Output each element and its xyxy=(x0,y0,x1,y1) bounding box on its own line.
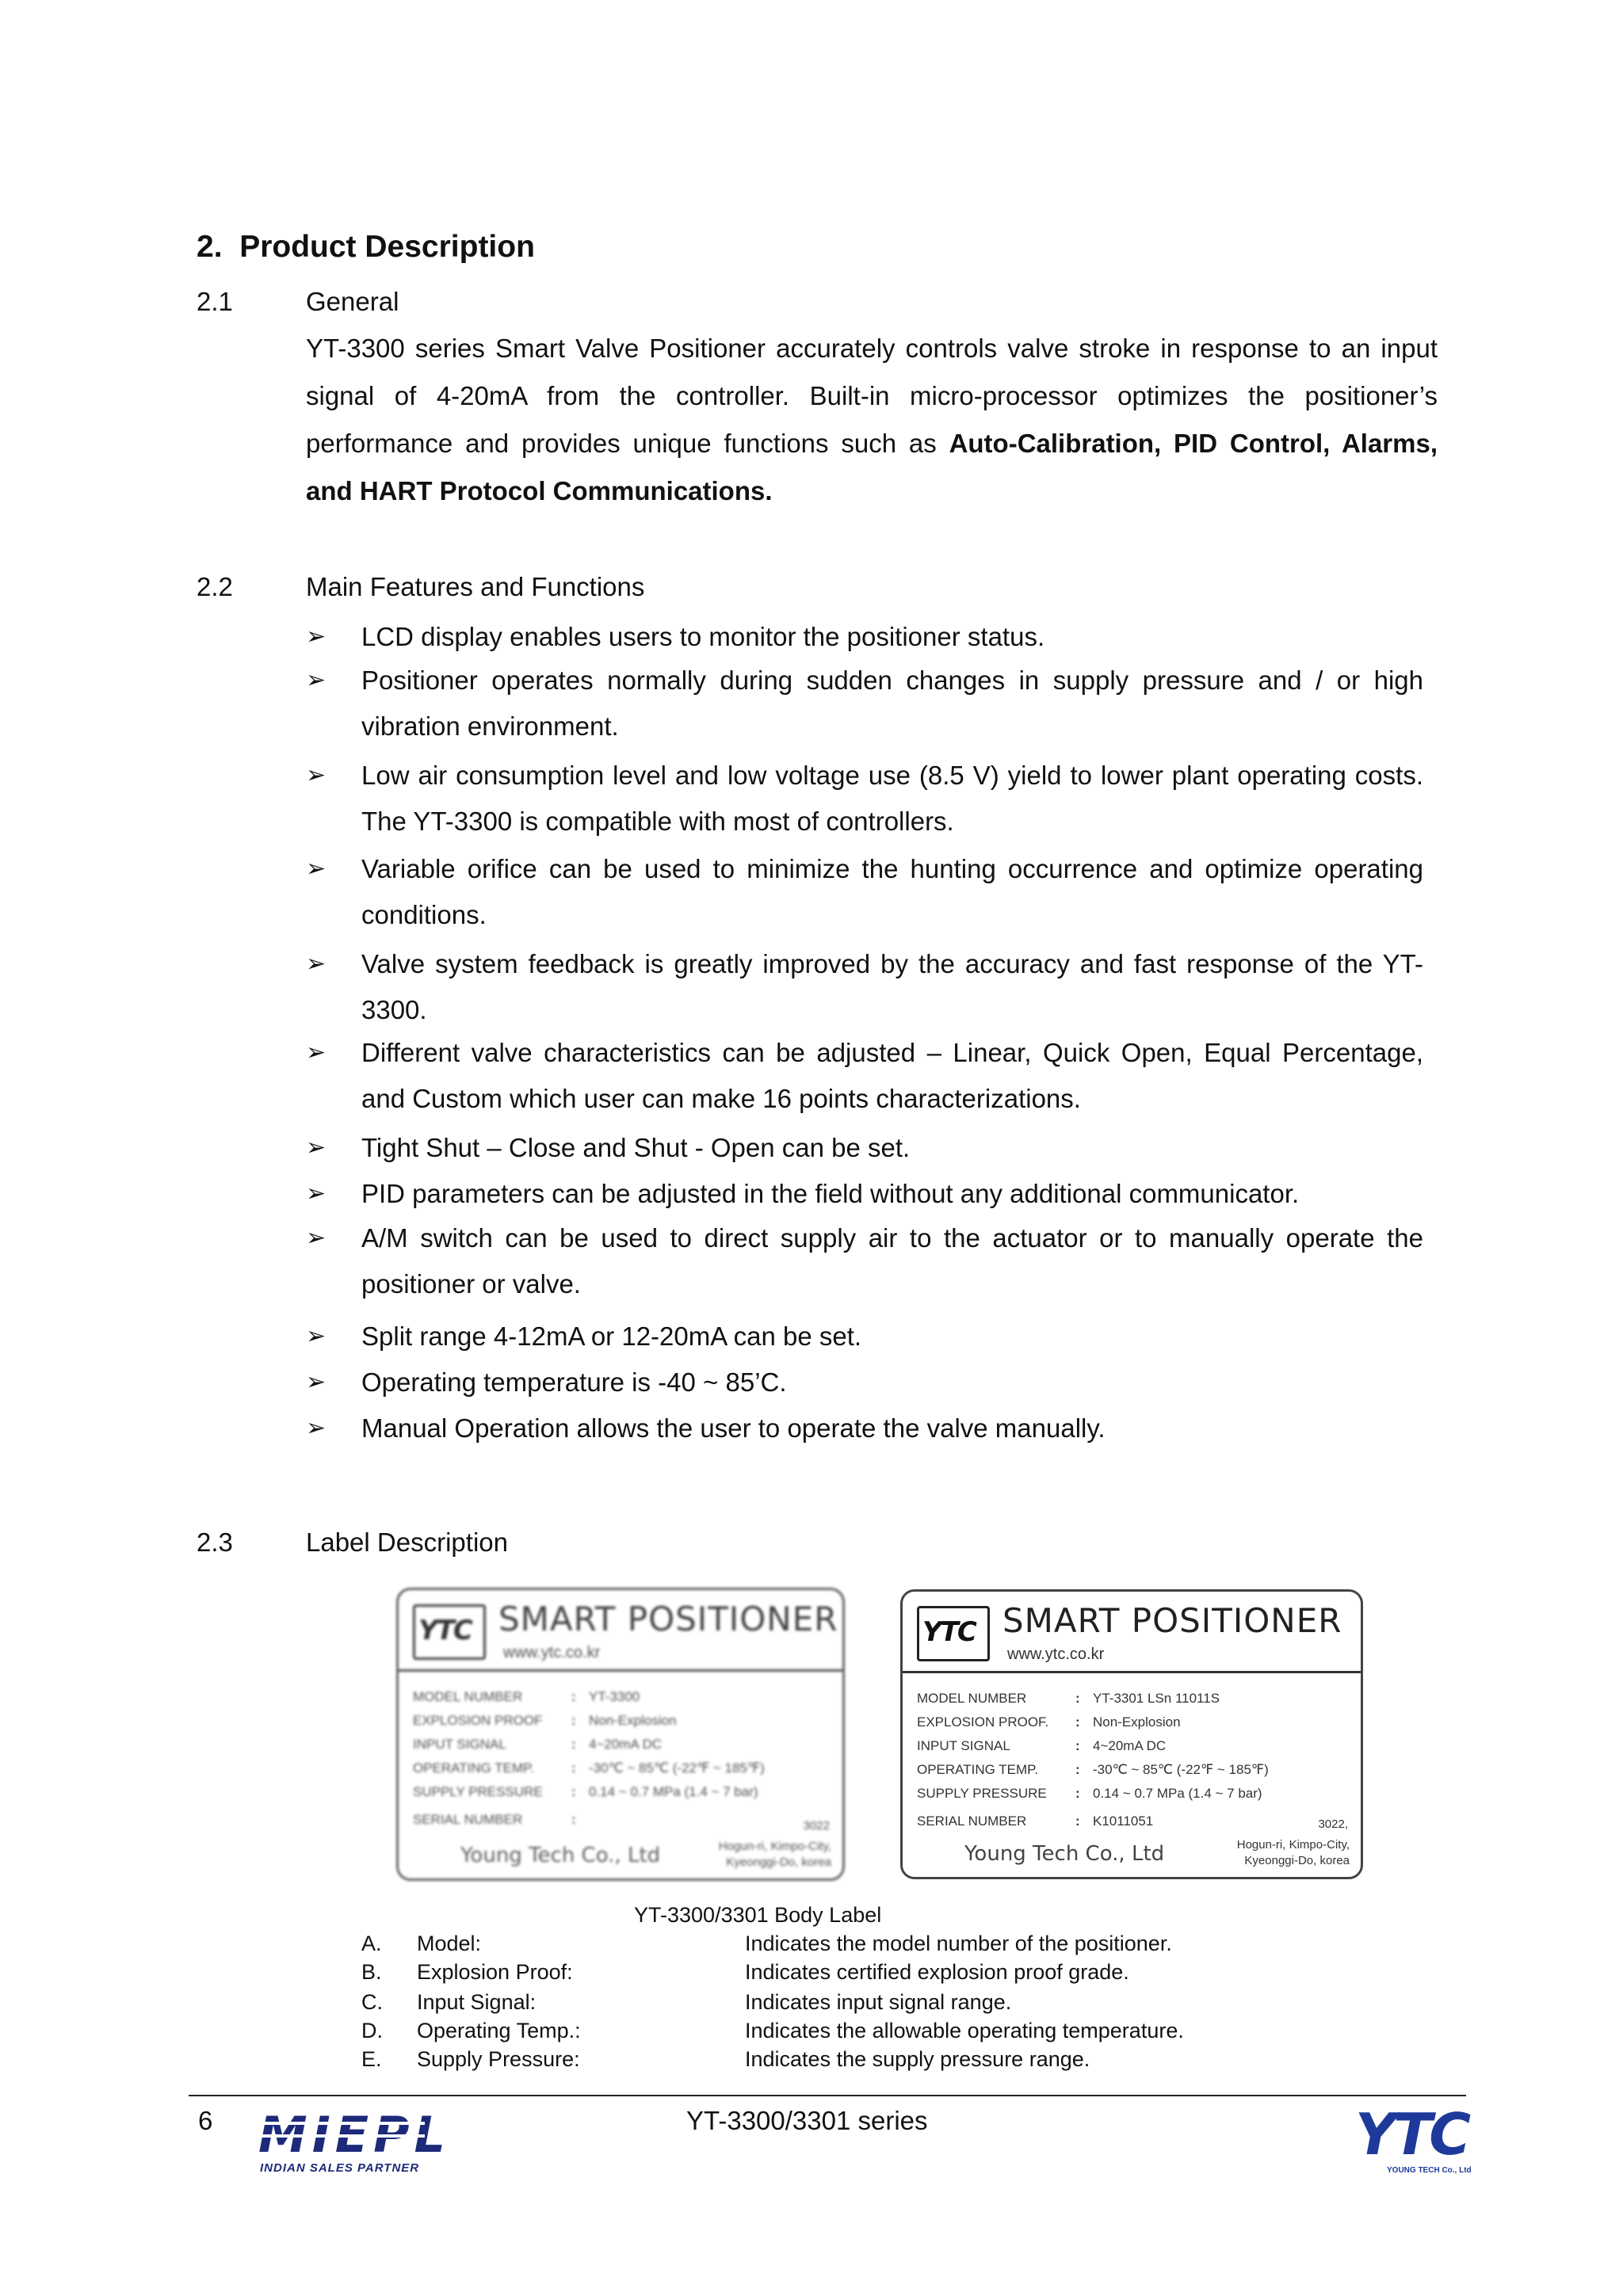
subsection-number-label: 2.3 xyxy=(197,1527,233,1557)
general-paragraph xyxy=(306,325,1438,515)
figure-caption: YT-3300/3301 Body Label xyxy=(634,1903,882,1927)
plate-title: SMART POSITIONER xyxy=(1002,1601,1342,1640)
section-title: Product Description xyxy=(239,230,535,264)
list-item: C. Input Signal: Indicates input signal range. xyxy=(361,1990,1012,2014)
plate-address: Hogun-ri, Kimpo-City, Kyeonggi-Do, korea xyxy=(718,1840,831,1869)
list-item: E. Supply Pressure: Indicates the supply pressure range. xyxy=(361,2047,1090,2071)
plate-footer: Young Tech Co., Ltd xyxy=(460,1844,661,1867)
general-text: YT-3300 series Smart Valve Positioner accurately controls valve stroke in response to an input signal of 4-20mA from the controller. Built-in micro-processor optimizes the positioner’s performance and provides unique functions such as xyxy=(306,334,1438,458)
list-item: A. Model: Indicates the model number of the positioner. xyxy=(361,1932,1172,1955)
section-number: 2. xyxy=(197,230,223,264)
subsection-title-features: Main Features and Functions xyxy=(306,572,645,601)
arrow-bullet-icon: ➢ xyxy=(306,762,327,788)
plate-header xyxy=(399,1590,842,1672)
plate-code: 3022 xyxy=(803,1819,830,1833)
arrow-bullet-icon: ➢ xyxy=(306,1369,327,1395)
arrow-bullet-icon: ➢ xyxy=(306,856,327,882)
plate-code: 3022, xyxy=(1318,1817,1348,1831)
plate-address: Hogun-ri, Kimpo-City, Kyeonggi-Do, korea xyxy=(1236,1838,1350,1867)
ytc-footer-logo: YTC YOUNG TECH Co., Ltd xyxy=(1355,2101,1472,2175)
plate-header xyxy=(903,1592,1361,1673)
arrow-bullet-icon: ➢ xyxy=(306,1039,327,1066)
arrow-bullet-icon: ➢ xyxy=(306,1225,327,1251)
ytc-logo: YTC xyxy=(413,1604,486,1660)
arrow-bullet-icon: ➢ xyxy=(306,1180,327,1207)
list-item: B. Explosion Proof: Indicates certified explosion proof grade. xyxy=(361,1960,1129,1984)
footer-series-title: YT-3300/3301 series xyxy=(686,2106,928,2135)
section-heading xyxy=(197,230,535,265)
list-item: D. Operating Temp.: Indicates the allowable operating temperature. xyxy=(361,2019,1184,2042)
arrow-bullet-icon: ➢ xyxy=(306,624,327,650)
subsection-title-general: General xyxy=(306,287,399,316)
footer-divider xyxy=(189,2095,1466,2096)
ytc-logo: YTC xyxy=(917,1606,990,1661)
plate-url: www.ytc.co.kr xyxy=(1007,1646,1105,1663)
arrow-bullet-icon: ➢ xyxy=(306,1323,327,1349)
miepl-logo: MIEPL INDIAN SALES PARTNER xyxy=(258,2106,451,2175)
document-page: 2. Product Description 2.1 General YT-3300 series Smart Valve Positioner accurately controls valve stroke in response to an input signal of 4-20mA from the controller. Built-in micro-processor optimizes the positioner’s performance and provides unique functions such as Auto-Calibration, PID Control, Alarms, and HART Protocol Communications. 2.2 Main Features and Functions ➢ LCD display enables users to monitor the positioner status. ➢ Positioner operates normally during sudden changes in supply pressure and / or high vibration environment. ➢ Low air consumption level and low voltage use (8.5 V) yield to lower plant operating costs. The YT-3300 is compatible with most of controllers. ➢ Variable orifice can be used to minimize the hunting occurrence and optimize operating conditions. ➢ Valve system feedback is greatly improved by the accuracy and fast response of the YT-3300. ➢ Different valve characteristics can be adjusted – Linear, Quick Open, Equal Percentage, and Custom which user can make 16 points characterizations. ➢ Tight Shut – Close and Shut - Open can be set. ➢ PID parameters can be adjusted in the field without any additional communicator. ➢ A/M switch can be used to direct supply air to the actuator or to manually operate the positioner or valve. ➢ Split range 4-12mA or 12-20mA can be set. ➢ Operating temperature is -40 ~ 85’C. ➢ Manual Operation allows the user to operate the valve manually. 2.3 Label Description YTC SMART POSITIONER www.ytc.co.kr MODEL NUMBER : YT-3300 EXPLOSION PROOF : Non-Explosion INPUT SIGNAL : 4~20mA DC OPERATING TEMP. : -30℃ ~ 85℃ (-22℉ ~ 185℉) SUPPLY PRESSURE : 0.14 ~ 0.7 MPa (1.4 ~ 7 bar) SERIAL NUMBER : 3022 Young Tech Co., Ltd Hogun-ri, Kimpo-City, Kyeonggi-Do, korea YTC SMART POSITIONER www.ytc.co.kr MODEL NUMBER : YT-3301 LSn 11011S EXPLOSION PROOF. : Non-Explosion INPUT SIGNAL : 4~20mA DC OPERATING TEMP. : -30℃ ~ 85℃ (-22℉ ~ 185℉) SUPPLY PRESSURE : 0.14 ~ 0.7 MPa (1.4 ~ 7 bar) SERIAL NUMBER : K1011051 3022, Young Tech Co., Ltd Hogun-ri, Kimpo-City, Kyeonggi-Do, korea YT-3300/3301 Body Label A. Model: Indicates the model number of the positioner. B. Explosion Proof: Indicates certified explosion proof grade. C. Input Signal: Indicates input signal range. D. Operating Temp.: Indicates the allowable operating temperature. E. Supply Pressure: Indicates the supply pressure range. 6 MIEPL INDIAN SALES PARTNER YT-3300/3301 series YTC YOUNG TECH Co., Ltd xyxy=(0,0,1623,2296)
arrow-bullet-icon: ➢ xyxy=(306,667,327,693)
label-plate-right: YTC SMART POSITIONER www.ytc.co.kr MODEL NUMBER : YT-3301 LSn 11011S EXPLOSION PROOF. : Non-Explosion INPUT SIGNAL : 4~20mA DC OPERATING TEMP. : -30℃ ~ 85℃ (-22℉ ~ 185℉) SUPPLY PRESSURE : 0.14 ~ 0.7 MPa (1.4 ~ 7 bar) SERIAL NUMBER : K1011051 3022, Young Tech Co., Ltd Hogun-ri, Kimpo-City, Kyeonggi-Do, korea xyxy=(900,1589,1363,1879)
arrow-bullet-icon: ➢ xyxy=(306,1415,327,1441)
arrow-bullet-icon: ➢ xyxy=(306,951,327,977)
plate-url: www.ytc.co.kr xyxy=(503,1644,601,1661)
subsection-number-features: 2.2 xyxy=(197,572,233,601)
label-plate-left: YTC SMART POSITIONER www.ytc.co.kr MODEL NUMBER : YT-3300 EXPLOSION PROOF : Non-Explosion INPUT SIGNAL : 4~20mA DC OPERATING TEMP. : -30℃ ~ 85℃ (-22℉ ~ 185℉) SUPPLY PRESSURE : 0.14 ~ 0.7 MPa (1.4 ~ 7 bar) SERIAL NUMBER : 3022 Young Tech Co., Ltd Hogun-ri, Kimpo-City, Kyeonggi-Do, korea xyxy=(396,1588,845,1881)
subsection-title-label: Label Description xyxy=(306,1527,508,1557)
plate-footer: Young Tech Co., Ltd xyxy=(964,1842,1165,1866)
subsection-number-general: 2.1 xyxy=(197,287,233,316)
general-text-bold: Auto-Calibration, PID Control, Alarms, and HART Protocol Communications. xyxy=(306,429,1438,505)
arrow-bullet-icon: ➢ xyxy=(306,1135,327,1161)
plate-title: SMART POSITIONER xyxy=(498,1600,838,1638)
page-number: 6 xyxy=(198,2106,213,2135)
